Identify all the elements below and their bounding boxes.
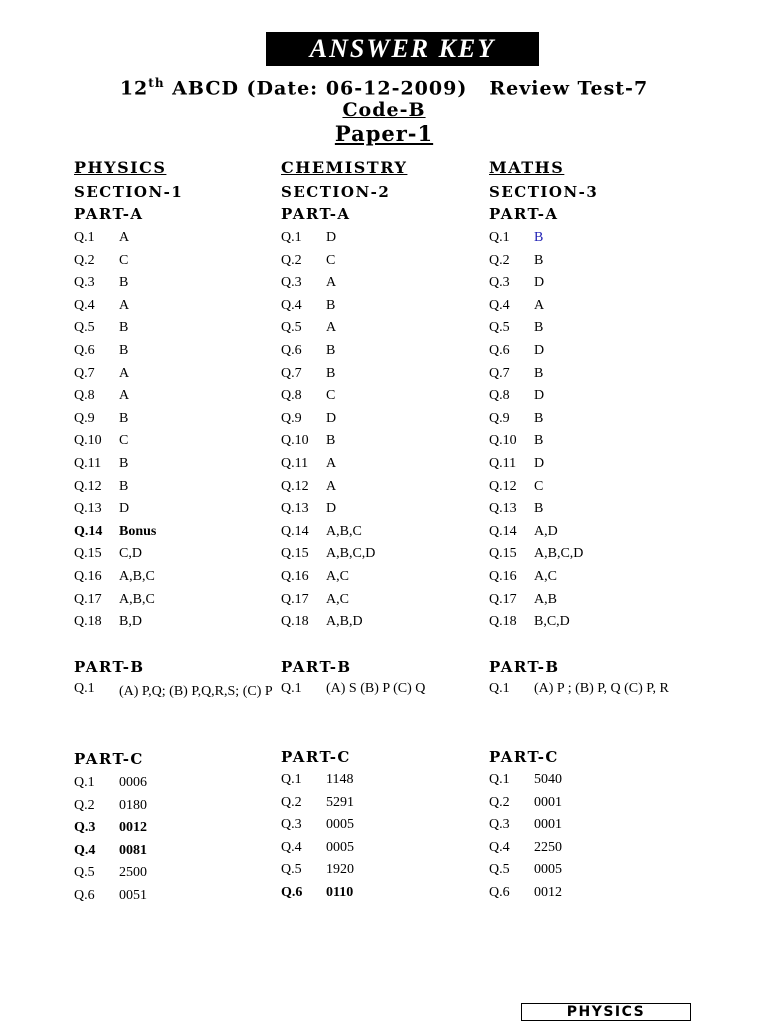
question-number: Q.5 (74, 320, 95, 336)
question-number: Q.3 (281, 817, 302, 833)
question-number: Q.6 (281, 343, 302, 358)
subject-heading: PHYSICS (74, 158, 167, 177)
question-number: Q.4 (74, 297, 95, 313)
answer-value: D (326, 410, 337, 426)
answer-value: A,B,C,D (534, 546, 584, 562)
answer-value: 0005 (326, 817, 354, 833)
question-number: Q.10 (489, 433, 517, 449)
answer-value: B (534, 365, 544, 381)
question-number: Q.12 (489, 478, 517, 494)
question-number: Q.18 (281, 614, 309, 630)
answer-value: B (119, 478, 129, 494)
question-number: Q.13 (489, 501, 517, 517)
answer-value: 1148 (326, 772, 354, 787)
answer-value: A (119, 365, 130, 381)
answer-value: A,B,C (119, 591, 155, 607)
answer-value: A (326, 478, 337, 494)
answer-value: C (119, 252, 129, 268)
question-number: Q.18 (489, 614, 517, 630)
footer-subject-label: PHYSICS (521, 1003, 691, 1021)
question-number: Q.1 (489, 230, 510, 245)
answer-value: D (326, 230, 337, 245)
question-number: Q.5 (281, 862, 302, 878)
question-number: Q.2 (281, 794, 302, 810)
paper-code: Code-B (342, 99, 426, 121)
answer-value: A,B (534, 591, 557, 607)
question-number: Q.6 (281, 885, 303, 900)
answer-value: 0005 (326, 839, 354, 855)
section-heading: SECTION-1 (74, 183, 184, 201)
question-number: Q.4 (489, 297, 510, 313)
answer-value: B,D (119, 614, 142, 630)
part-c-heading: PART-C (74, 750, 144, 768)
answer-value: B (534, 320, 544, 336)
question-number: Q.5 (489, 320, 510, 336)
answer-value: B (534, 501, 544, 517)
part-b-heading: PART-B (281, 658, 352, 676)
answer-value: A,B,C (326, 523, 362, 539)
answer-value: A (534, 297, 545, 313)
answer-value: B (326, 433, 336, 449)
question-number: Q.5 (489, 862, 510, 878)
question-number: Q.18 (74, 614, 102, 630)
question-number: Q.2 (74, 252, 95, 268)
question-number: Q.15 (281, 546, 309, 562)
answer-key-banner: ANSWER KEY (266, 32, 539, 66)
answer-value: D (534, 456, 545, 471)
answer-value: (A) P ; (B) P, Q (C) P, R (534, 681, 669, 696)
question-number: Q.1 (489, 772, 510, 787)
grade-number: 12 (119, 77, 149, 100)
question-number: Q.10 (281, 433, 309, 449)
answer-value: A (326, 320, 337, 336)
question-number: Q.4 (74, 842, 96, 858)
question-number: Q.3 (74, 820, 96, 836)
answer-value: 0180 (119, 797, 147, 813)
answer-value: D (119, 501, 130, 517)
question-number: Q.11 (74, 456, 102, 471)
answer-value: B (119, 275, 129, 291)
question-number: Q.6 (489, 885, 510, 900)
answer-value: A,B,C (119, 569, 155, 584)
question-number: Q.2 (489, 252, 510, 268)
question-number: Q.7 (281, 365, 302, 381)
answer-value: (A) P,Q; (B) P,Q,R,S; (C) P (119, 684, 273, 699)
answer-value: A (119, 388, 130, 404)
question-number: Q.9 (489, 410, 510, 426)
question-number: Q.13 (74, 501, 102, 517)
question-number: Q.16 (74, 569, 102, 584)
answer-value: A (119, 297, 130, 313)
answer-value: C,D (119, 546, 142, 562)
part-b-heading: PART-B (489, 658, 560, 676)
question-number: Q.14 (281, 523, 309, 539)
answer-value: A,C (534, 569, 557, 584)
answer-value: C (326, 252, 336, 268)
part-a-heading: PART-A (74, 205, 144, 223)
question-number: Q.9 (281, 410, 302, 426)
answer-value: B,C,D (534, 614, 570, 630)
answer-value: 0012 (119, 820, 147, 836)
question-number: Q.14 (74, 523, 103, 539)
question-number: Q.3 (489, 275, 510, 291)
test-name: Review Test-7 (489, 77, 649, 100)
answer-value: (A) S (B) P (C) Q (326, 681, 426, 696)
question-number: Q.2 (74, 797, 95, 813)
question-number: Q.8 (281, 388, 302, 404)
question-number: Q.15 (74, 546, 102, 562)
question-number: Q.17 (281, 591, 309, 607)
question-number: Q.6 (74, 888, 95, 903)
question-number: Q.5 (74, 865, 95, 881)
question-number: Q.7 (489, 365, 510, 381)
question-number: Q.4 (489, 839, 510, 855)
question-number: Q.11 (281, 456, 309, 471)
answer-value: 0005 (534, 862, 562, 878)
answer-value: A,D (534, 523, 558, 539)
question-number: Q.17 (489, 591, 517, 607)
question-number: Q.16 (281, 569, 309, 584)
answer-value: 1920 (326, 862, 354, 878)
question-number: Q.1 (489, 681, 510, 696)
answer-value: B (119, 456, 129, 471)
question-number: Q.5 (281, 320, 302, 336)
question-number: Q.3 (489, 817, 510, 833)
answer-value: 5291 (326, 794, 354, 810)
answer-value: A (326, 456, 337, 471)
question-number: Q.2 (281, 252, 302, 268)
question-number: Q.12 (281, 478, 309, 494)
answer-value: 0006 (119, 775, 147, 790)
answer-value: A,B,D (326, 614, 363, 630)
question-number: Q.1 (281, 772, 302, 787)
question-number: Q.6 (74, 343, 95, 358)
question-number: Q.8 (74, 388, 95, 404)
question-number: Q.10 (74, 433, 102, 449)
part-a-heading: PART-A (281, 205, 351, 223)
answer-value: A (326, 275, 337, 291)
answer-value: B (119, 343, 129, 358)
answer-value: C (119, 433, 129, 449)
question-number: Q.12 (74, 478, 102, 494)
answer-value: A,B,C,D (326, 546, 376, 562)
question-number: Q.4 (281, 297, 302, 313)
answer-value: C (534, 478, 544, 494)
answer-value: D (534, 275, 545, 291)
part-c-heading: PART-C (281, 748, 351, 766)
answer-value: A,C (326, 569, 349, 584)
question-number: Q.1 (74, 230, 95, 245)
answer-value: 0110 (326, 885, 354, 900)
part-b-heading: PART-B (74, 658, 145, 676)
answer-value: C (326, 388, 336, 404)
answer-value: D (534, 343, 545, 358)
answer-value: B (534, 252, 544, 268)
subject-heading: MATHS (489, 158, 565, 177)
answer-value: 0001 (534, 794, 562, 810)
question-number: Q.16 (489, 569, 517, 584)
answer-value: Bonus (119, 523, 157, 539)
question-number: Q.1 (74, 681, 95, 696)
answer-value: D (326, 501, 337, 517)
answer-value: 0081 (119, 842, 147, 858)
answer-value: B (119, 320, 129, 336)
question-number: Q.4 (281, 839, 302, 855)
answer-value: 0001 (534, 817, 562, 833)
question-number: Q.1 (281, 681, 302, 696)
answer-value: B (326, 343, 336, 358)
answer-value: B (534, 410, 544, 426)
answer-value: A (119, 230, 130, 245)
subject-heading: CHEMISTRY (281, 158, 408, 177)
question-number: Q.3 (281, 275, 302, 291)
question-number: Q.17 (74, 591, 102, 607)
question-number: Q.14 (489, 523, 517, 539)
answer-value: B (119, 410, 129, 426)
answer-value: D (534, 388, 545, 404)
answer-value: B (534, 230, 544, 245)
answer-value: A,C (326, 591, 349, 607)
question-number: Q.6 (489, 343, 510, 358)
question-number: Q.9 (74, 410, 95, 426)
part-a-heading: PART-A (489, 205, 559, 223)
grade-superscript: th (148, 76, 165, 90)
paper-number: Paper-1 (334, 121, 434, 146)
answer-value: 0051 (119, 888, 147, 903)
test-title-line (0, 76, 768, 99)
answer-value: B (534, 433, 544, 449)
section-heading: SECTION-2 (281, 183, 391, 201)
answer-value: B (326, 297, 336, 313)
question-number: Q.1 (74, 775, 95, 790)
answer-value: B (326, 365, 336, 381)
question-number: Q.2 (489, 794, 510, 810)
answer-value: 0012 (534, 885, 562, 900)
question-number: Q.11 (489, 456, 517, 471)
answer-value: 5040 (534, 772, 562, 787)
answer-value: 2250 (534, 839, 562, 855)
section-heading: SECTION-3 (489, 183, 599, 201)
question-number: Q.15 (489, 546, 517, 562)
question-number: Q.13 (281, 501, 309, 517)
answer-value: 2500 (119, 865, 147, 881)
part-c-heading: PART-C (489, 748, 559, 766)
question-number: Q.1 (281, 230, 302, 245)
question-number: Q.3 (74, 275, 95, 291)
batch-and-date: ABCD (Date: 06-12-2009) (164, 77, 468, 100)
question-number: Q.7 (74, 365, 95, 381)
question-number: Q.8 (489, 388, 510, 404)
